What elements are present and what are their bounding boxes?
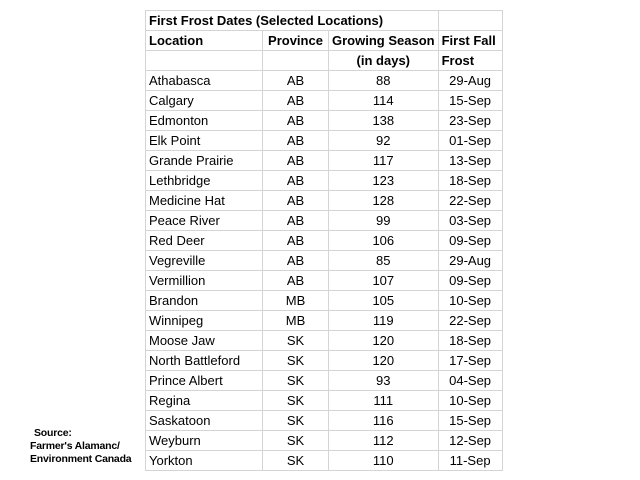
cell-growing-season: 111 xyxy=(329,391,439,411)
cell-growing-season: 114 xyxy=(329,91,439,111)
cell-location: North Battleford xyxy=(146,351,263,371)
cell-growing-season: 117 xyxy=(329,151,439,171)
header-location-sub xyxy=(146,51,263,71)
cell-location: Regina xyxy=(146,391,263,411)
cell-location: Grande Prairie xyxy=(146,151,263,171)
table-row xyxy=(146,431,503,451)
cell-province: SK xyxy=(263,351,329,371)
cell-location: Weyburn xyxy=(146,431,263,451)
cell-first-frost: 22-Sep xyxy=(438,191,502,211)
cell-growing-season: 110 xyxy=(329,451,439,471)
cell-first-frost: 04-Sep xyxy=(438,371,502,391)
cell-location: Calgary xyxy=(146,91,263,111)
cell-first-frost: 11-Sep xyxy=(438,451,502,471)
table-row xyxy=(146,391,503,411)
table-row xyxy=(146,251,503,271)
source-note xyxy=(30,427,131,466)
cell-first-frost: 29-Aug xyxy=(438,251,502,271)
table-title: First Frost Dates (Selected Locations) xyxy=(146,11,439,31)
cell-province: AB xyxy=(263,271,329,291)
cell-province: MB xyxy=(263,311,329,331)
cell-first-frost: 13-Sep xyxy=(438,151,502,171)
cell-growing-season: 112 xyxy=(329,431,439,451)
cell-first-frost: 18-Sep xyxy=(438,331,502,351)
cell-location: Red Deer xyxy=(146,231,263,251)
cell-first-frost: 10-Sep xyxy=(438,391,502,411)
cell-province: AB xyxy=(263,71,329,91)
cell-province: AB xyxy=(263,151,329,171)
cell-province: AB xyxy=(263,211,329,231)
table-row xyxy=(146,151,503,171)
cell-location: Medicine Hat xyxy=(146,191,263,211)
cell-first-frost: 15-Sep xyxy=(438,91,502,111)
cell-location: Winnipeg xyxy=(146,311,263,331)
table-row xyxy=(146,111,503,131)
cell-growing-season: 88 xyxy=(329,71,439,91)
cell-location: Yorkton xyxy=(146,451,263,471)
cell-first-frost: 03-Sep xyxy=(438,211,502,231)
cell-first-frost: 18-Sep xyxy=(438,171,502,191)
cell-growing-season: 120 xyxy=(329,331,439,351)
table-row xyxy=(146,371,503,391)
cell-first-frost: 23-Sep xyxy=(438,111,502,131)
cell-province: SK xyxy=(263,431,329,451)
cell-province: SK xyxy=(263,451,329,471)
cell-province: SK xyxy=(263,411,329,431)
cell-first-frost: 29-Aug xyxy=(438,71,502,91)
cell-growing-season: 106 xyxy=(329,231,439,251)
cell-province: AB xyxy=(263,111,329,131)
cell-province: SK xyxy=(263,371,329,391)
cell-location: Elk Point xyxy=(146,131,263,151)
cell-first-frost: 12-Sep xyxy=(438,431,502,451)
cell-province: SK xyxy=(263,391,329,411)
cell-province: AB xyxy=(263,191,329,211)
cell-first-frost: 15-Sep xyxy=(438,411,502,431)
cell-first-frost: 22-Sep xyxy=(438,311,502,331)
header-row-1 xyxy=(146,31,503,51)
source-agency: Environment Canada xyxy=(30,453,132,465)
cell-growing-season: 107 xyxy=(329,271,439,291)
cell-growing-season: 123 xyxy=(329,171,439,191)
cell-province: AB xyxy=(263,251,329,271)
cell-first-frost: 17-Sep xyxy=(438,351,502,371)
cell-province: AB xyxy=(263,131,329,151)
table-row xyxy=(146,311,503,331)
header-growing-season-unit: (in days) xyxy=(329,51,439,71)
table-row xyxy=(146,71,503,91)
cell-location: Brandon xyxy=(146,291,263,311)
cell-location: Lethbridge xyxy=(146,171,263,191)
table-row xyxy=(146,271,503,291)
cell-province: AB xyxy=(263,231,329,251)
cell-growing-season: 138 xyxy=(329,111,439,131)
table-title-row xyxy=(146,11,503,31)
table-row xyxy=(146,291,503,311)
table-row xyxy=(146,411,503,431)
cell-location: Saskatoon xyxy=(146,411,263,431)
cell-first-frost: 10-Sep xyxy=(438,291,502,311)
cell-first-frost: 09-Sep xyxy=(438,271,502,291)
header-province-sub xyxy=(263,51,329,71)
header-location: Location xyxy=(146,31,263,51)
table-title-blank-cell xyxy=(438,11,502,31)
table-row xyxy=(146,191,503,211)
source-publication: Farmer's Alamanc/ xyxy=(30,440,120,452)
cell-growing-season: 119 xyxy=(329,311,439,331)
header-row-2 xyxy=(146,51,503,71)
table-row xyxy=(146,231,503,251)
header-frost: Frost xyxy=(438,51,502,71)
frost-dates-table xyxy=(145,10,503,471)
header-first-fall: First Fall xyxy=(438,31,502,51)
table-row xyxy=(146,451,503,471)
cell-first-frost: 01-Sep xyxy=(438,131,502,151)
cell-growing-season: 116 xyxy=(329,411,439,431)
cell-first-frost: 09-Sep xyxy=(438,231,502,251)
table-row xyxy=(146,171,503,191)
cell-location: Vermillion xyxy=(146,271,263,291)
cell-growing-season: 105 xyxy=(329,291,439,311)
cell-location: Peace River xyxy=(146,211,263,231)
table-row xyxy=(146,131,503,151)
table-row xyxy=(146,351,503,371)
cell-location: Vegreville xyxy=(146,251,263,271)
cell-growing-season: 128 xyxy=(329,191,439,211)
cell-location: Athabasca xyxy=(146,71,263,91)
table-row xyxy=(146,331,503,351)
cell-growing-season: 99 xyxy=(329,211,439,231)
cell-location: Prince Albert xyxy=(146,371,263,391)
cell-province: MB xyxy=(263,291,329,311)
header-province: Province xyxy=(263,31,329,51)
cell-growing-season: 92 xyxy=(329,131,439,151)
cell-location: Edmonton xyxy=(146,111,263,131)
cell-province: AB xyxy=(263,171,329,191)
cell-growing-season: 120 xyxy=(329,351,439,371)
cell-province: SK xyxy=(263,331,329,351)
table-row xyxy=(146,211,503,231)
cell-location: Moose Jaw xyxy=(146,331,263,351)
cell-growing-season: 93 xyxy=(329,371,439,391)
cell-province: AB xyxy=(263,91,329,111)
cell-growing-season: 85 xyxy=(329,251,439,271)
header-growing-season: Growing Season xyxy=(329,31,439,51)
source-label: Source: xyxy=(34,427,72,439)
table-row xyxy=(146,91,503,111)
